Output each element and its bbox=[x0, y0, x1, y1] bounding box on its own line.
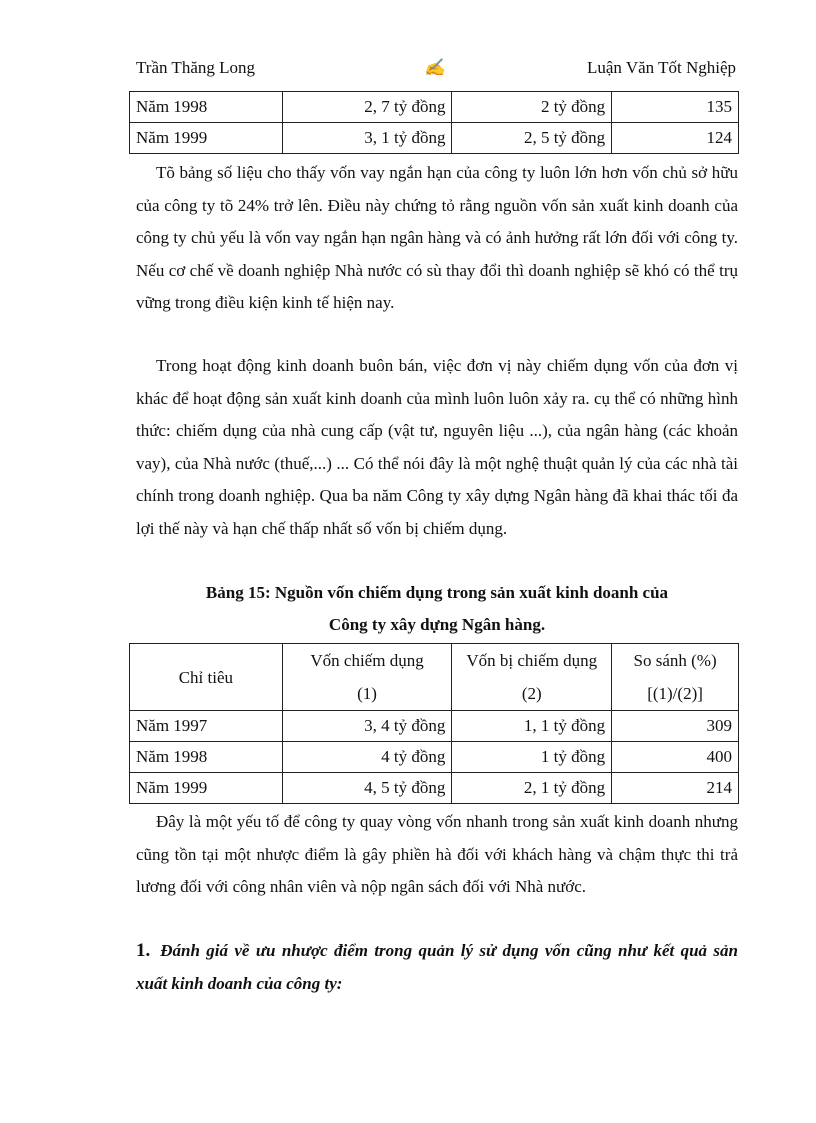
pen-icon: ✍ bbox=[424, 58, 446, 77]
header-label: Vốn chiếm dụng bbox=[310, 651, 424, 670]
section-heading bbox=[136, 934, 738, 1000]
table-cell: Năm 1999 bbox=[130, 773, 283, 804]
header-cell bbox=[282, 644, 452, 711]
table-cell: 3, 1 tỷ đồng bbox=[282, 123, 452, 154]
paragraph-2: Trong hoạt động kinh doanh buôn bán, việc đơn vị này chiếm dụng vốn của đơn vị khác để hoạt động sản xuất kinh doanh của mình luôn luôn xảy ra. cụ thể có những hình thức: chiếm dụng của nhà cung cấp (vật tư, nguyên liệu ...), của ngân hàng (các khoản vay), của Nhà nước (thuế,...) ... Có thể nói đây là một nghệ thuật quản lý của các nhà tài chính trong doanh nghiệp. Qua ba năm Công ty xây dựng Ngân hàng đã khai thác tối đa lợi thế này và hạn chế thấp nhất số vốn bị chiếm dụng. bbox=[136, 356, 738, 538]
capital-table bbox=[129, 643, 739, 804]
table-cell: 2, 1 tỷ đồng bbox=[452, 773, 612, 804]
section-number: 1. bbox=[136, 940, 151, 961]
paragraph-3: Đây là một yếu tố để công ty quay vòng vốn nhanh trong sản xuất kinh doanh nhưng cũng tồn tại một nhược điểm là gây phiền hà đối với khách hàng và chậm thực thi trả lương đối với công nhân viên và nộp ngân sách đối với Nhà nước. bbox=[136, 812, 738, 896]
table-cell: 2, 5 tỷ đồng bbox=[452, 123, 612, 154]
header-cell bbox=[130, 644, 283, 711]
table-caption-line-1: Bảng 15: Nguồn vốn chiếm dụng trong sản xuất kinh doanh của bbox=[205, 583, 669, 602]
section-title: Đánh giá về ưu nhược điểm trong quản lý sử dụng vốn cũng như kết quả sản xuất kinh doanh của công ty: bbox=[136, 941, 738, 993]
table-cell: 1 tỷ đồng bbox=[452, 742, 612, 773]
table-cell: Năm 1998 bbox=[130, 742, 283, 773]
header-sublabel: (2) bbox=[521, 684, 542, 703]
table-cell: Năm 1998 bbox=[130, 92, 283, 123]
page-header bbox=[136, 58, 736, 82]
table-cell: Năm 1997 bbox=[130, 711, 283, 742]
table-cell: 2, 7 tỷ đồng bbox=[282, 92, 452, 123]
table-caption-line-2: Công ty xây dựng Ngân hàng. bbox=[328, 615, 546, 634]
table-row bbox=[130, 92, 739, 123]
header-sublabel: (1) bbox=[357, 684, 377, 703]
table-row bbox=[130, 742, 739, 773]
header-label: So sánh (%) bbox=[633, 651, 717, 670]
header-title: Luận Văn Tốt Nghiệp bbox=[586, 58, 736, 77]
table-row bbox=[130, 123, 739, 154]
paragraph-1: Tõ bảng số liệu cho thấy vốn vay ngắn hạn của công ty luôn lớn hơn vốn chủ sở hữu của công ty tõ 24% trở lên. Điều này chứng tỏ rằng nguồn vốn sản xuất kinh doanh của công ty chủ yếu là vốn vay ngắn hạn ngân hàng và có ảnh hưởng rất lớn đối với công ty. Nếu cơ chế về doanh nghiệp Nhà nước có sù thay đổi thì doanh nghiệp sẽ khó có thể trụ vững trong điều kiện kinh tế hiện nay. bbox=[136, 163, 738, 312]
table-cell: 124 bbox=[612, 123, 739, 154]
table-cell: 3, 4 tỷ đồng bbox=[282, 711, 452, 742]
table-cell: 214 bbox=[612, 773, 739, 804]
table-cell: 4, 5 tỷ đồng bbox=[282, 773, 452, 804]
header-label: Vốn bị chiếm dụng bbox=[466, 651, 598, 670]
table-cell: Năm 1999 bbox=[130, 123, 283, 154]
table-cell: 4 tỷ đồng bbox=[282, 742, 452, 773]
header-sublabel: [(1)/(2)] bbox=[647, 684, 703, 703]
table-row bbox=[130, 711, 739, 742]
table-cell: 309 bbox=[612, 711, 739, 742]
header-cell bbox=[452, 644, 612, 711]
header-cell bbox=[612, 644, 739, 711]
table-cell: 2 tỷ đồng bbox=[452, 92, 612, 123]
header-label: Chỉ tiêu bbox=[178, 667, 234, 687]
table-row bbox=[130, 773, 739, 804]
table-cell: 400 bbox=[612, 742, 739, 773]
table-continued bbox=[129, 91, 739, 154]
header-author: Trần Thăng Long bbox=[136, 58, 255, 77]
table-header-row bbox=[130, 644, 739, 711]
table-cell: 135 bbox=[612, 92, 739, 123]
table-cell: 1, 1 tỷ đồng bbox=[452, 711, 612, 742]
